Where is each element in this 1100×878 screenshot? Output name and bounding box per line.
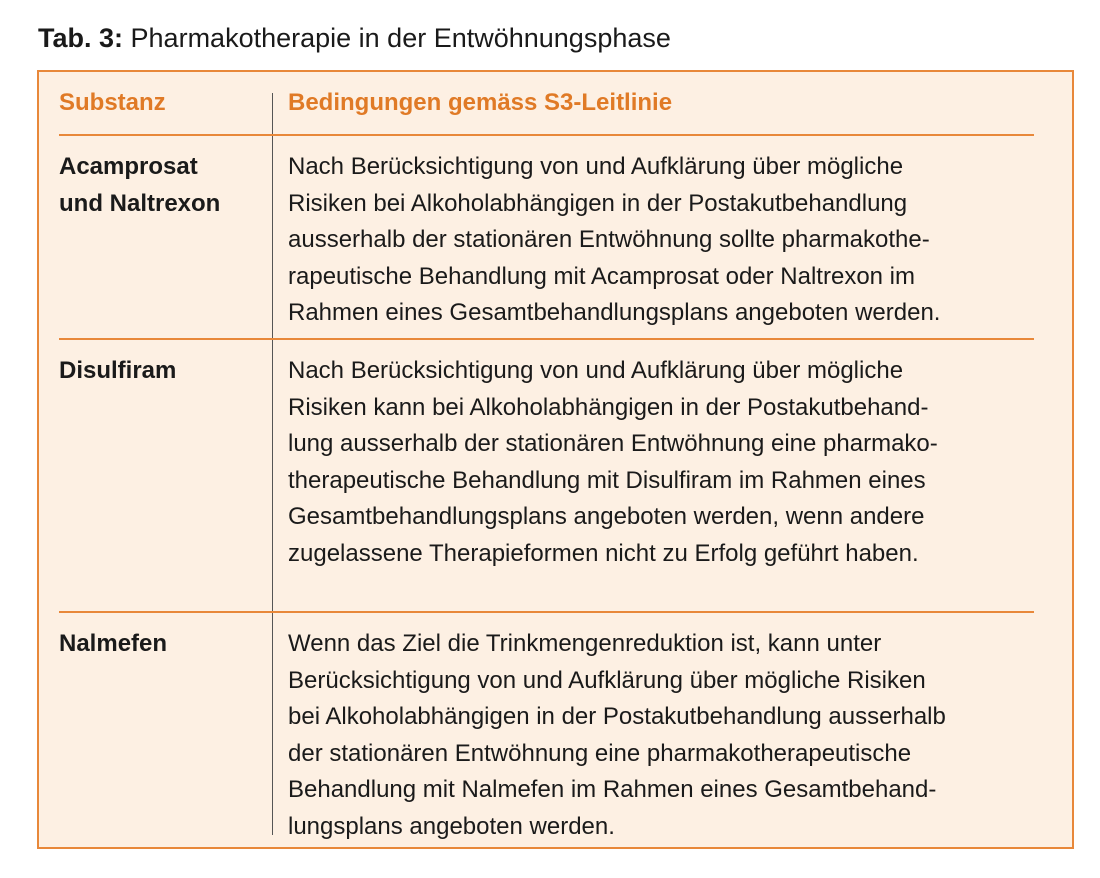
description-line: Nach Berücksichtigung von und Aufklärung über mögliche	[288, 153, 904, 180]
description-line: Risiken kann bei Alkoholabhängigen in der Postakutbehand-	[288, 393, 929, 421]
row-separator	[59, 611, 1034, 613]
description-line: ausserhalb der stationären Entwöhnung sollte pharmakothe-	[288, 226, 930, 253]
description-line: lungsplans angeboten werden.	[288, 812, 615, 840]
row-description-acamprosat	[288, 149, 940, 332]
description-line: Behandlung mit Nalmefen im Rahmen eines Gesamtbehand-	[288, 776, 937, 803]
description-line: lung ausserhalb der stationären Entwöhnung eine pharmako-	[288, 430, 938, 457]
description-line: Berücksichtigung von und Aufklärung über mögliche Risiken	[288, 666, 926, 694]
column-divider	[272, 93, 273, 835]
substance-line: Nalmefen	[59, 630, 168, 657]
caption-title: Pharmakotherapie in der Entwöhnungsphase	[130, 23, 671, 53]
header-substance: Substanz	[59, 89, 166, 116]
description-line: rapeutische Behandlung mit Acamprosat oder Naltrexon im	[288, 262, 915, 290]
description-line: bei Alkoholabhängigen in der Postakutbehandlung ausserhalb	[288, 703, 946, 730]
table-caption	[38, 18, 671, 58]
substance-line: und Naltrexon	[59, 189, 221, 217]
description-line: Nach Berücksichtigung von und Aufklärung über mögliche	[288, 357, 904, 384]
pharmacotherapy-table	[37, 70, 1074, 849]
caption-label: Tab. 3:	[38, 23, 124, 53]
description-line: der stationären Entwöhnung eine pharmakotherapeutische	[288, 739, 912, 767]
description-line: Rahmen eines Gesamtbehandlungsplans angeboten werden.	[288, 299, 941, 326]
description-line: therapeutische Behandlung mit Disulfiram im Rahmen eines	[288, 466, 926, 494]
row-description-disulfiram	[288, 353, 938, 572]
row-substance-disulfiram	[59, 353, 176, 390]
header-conditions: Bedingungen gemäss S3-Leitlinie	[288, 89, 673, 116]
row-separator	[59, 338, 1034, 340]
description-line: Risiken bei Alkoholabhängigen in der Postakutbehandlung	[288, 189, 908, 217]
description-line: zugelassene Therapieformen nicht zu Erfolg geführt haben.	[288, 539, 919, 567]
description-line: Gesamtbehandlungsplans angeboten werden, wenn andere	[288, 503, 925, 530]
row-substance-acamprosat	[59, 149, 220, 222]
header-separator	[59, 134, 1034, 136]
row-description-nalmefen	[288, 626, 946, 845]
substance-line: Acamprosat	[59, 153, 198, 180]
description-line: Wenn das Ziel die Trinkmengenreduktion ist, kann unter	[288, 630, 882, 657]
row-substance-nalmefen	[59, 626, 167, 663]
substance-line: Disulfiram	[59, 357, 177, 384]
